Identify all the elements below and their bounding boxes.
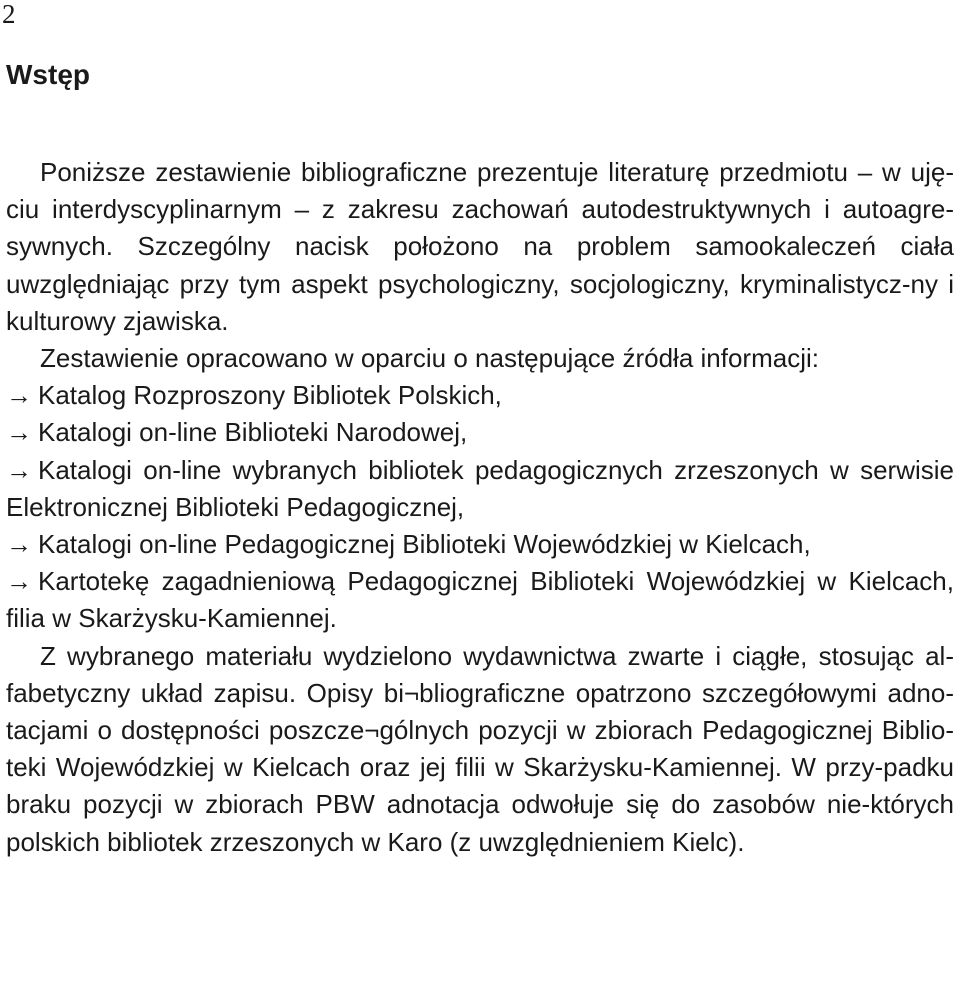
list-item-text: Katalogi on-line Pedagogicznej Biblioteki Wojewódzkiej w Kielcach, [38,529,811,560]
arrow-right-icon: → [6,529,32,560]
list-item [6,377,954,414]
document-body [6,154,954,861]
intro-paragraph: Poniższe zestawienie bibliograficzne prezentuje literaturę przedmiotu – w uję-ciu interdyscyplinarnym – z zakresu zachowań autodestruktywnych i autoagre-sywnych. Szczególny nacisk położono na problem samookaleczeń ciała uwzględniając przy tym aspekt psychologiczny, socjologiczny, kryminalistycz-ny i kulturowy zjawiska. [6,157,954,336]
arrow-right-icon: → [6,566,32,597]
sources-list [6,377,954,637]
list-item-text: Katalog Rozproszony Bibliotek Polskich, [38,380,502,411]
arrow-right-icon: → [6,380,32,411]
list-item-text: Katalogi on-line Biblioteki Narodowej, [38,417,468,448]
methodology-paragraph: Z wybranego materiału wydzielono wydawnictwa zwarte i ciągłe, stosując al-fabetyczny układ zapisu. Opisy bi¬bliograficzne opatrzono szczegółowymi adno-tacjami o dostępności poszcze¬gólnych pozycji w zbiorach Pedagogicznej Biblio-teki Wojewódzkiej w Kielcach oraz jej filii w Skarżysku-Kamiennej. W przy-padku braku pozycji w zbiorach PBW adnotacja odwołuje się do zasobów nie-których polskich bibliotek zrzeszonych w Karo (z uwzględnieniem Kielc). [6,640,954,857]
arrow-right-icon: → [6,417,32,448]
list-item-text: Katalogi on-line wybranych bibliotek pedagogicznych zrzeszonych w serwisie Elektronicznej Biblioteki Pedagogicznej, [6,454,954,522]
arrow-right-icon: → [6,454,32,485]
page-number: 2 [2,0,16,29]
list-item-text: Kartotekę zagadnieniową Pedagogicznej Biblioteki Wojewódzkiej w Kielcach, filia w Skarżysku-Kamiennej. [6,566,954,634]
list-item [6,452,954,526]
list-item [6,563,954,637]
sources-intro-paragraph: Zestawienie opracowano w oparciu o następujące źródła informacji: [40,343,819,374]
list-item [6,414,954,451]
page-title: Wstęp [6,59,90,90]
list-item [6,526,954,563]
